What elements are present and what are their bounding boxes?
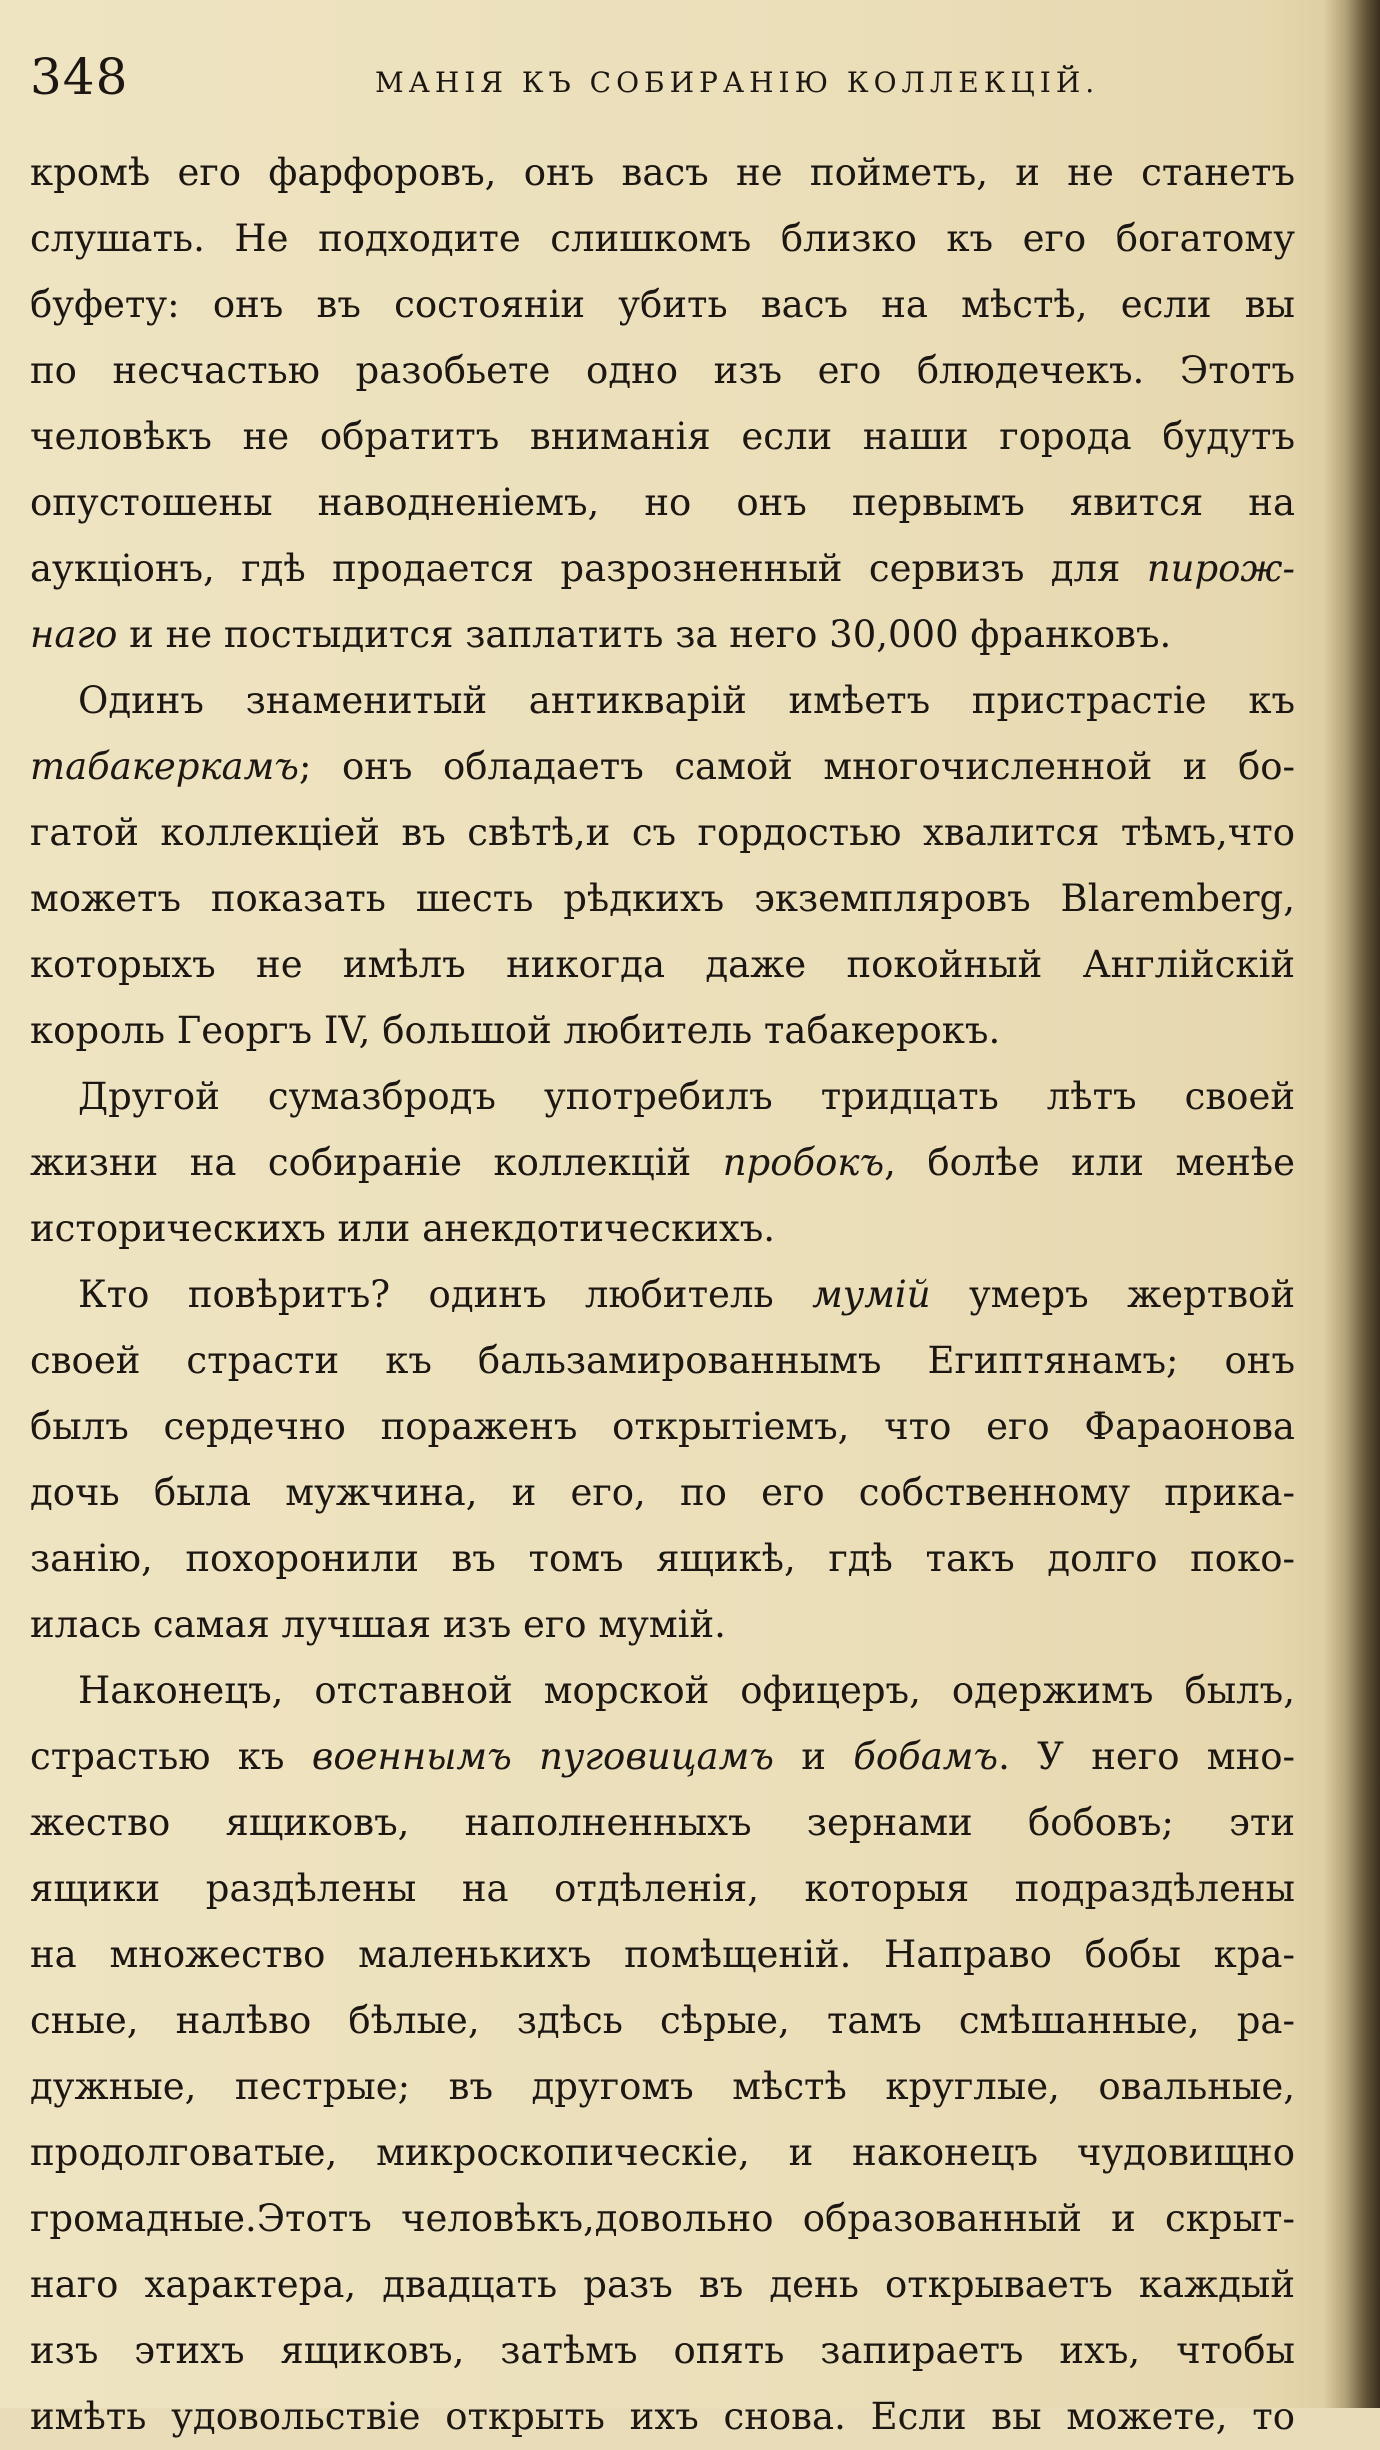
text-segment: аукціонъ, гдѣ продается разрозненный сервизъ для (30, 547, 1147, 590)
text-line (30, 1064, 1295, 1130)
text-segment: по несчастью разобьете одно изъ его блюдечекъ. Этотъ (30, 349, 1295, 392)
text-line (30, 1460, 1295, 1526)
text-segment: человѣкъ не обратитъ вниманія если наши города будутъ (30, 415, 1295, 458)
text-line (30, 1394, 1295, 1460)
text-segment: изъ этихъ ящиковъ, затѣмъ опять запираетъ ихъ, чтобы (30, 2329, 1295, 2372)
text-segment: Кто повѣритъ? одинъ любитель (78, 1273, 813, 1316)
italic-text: табакеркамъ (30, 745, 299, 788)
text-line (30, 2054, 1295, 2120)
text-segment: сные, налѣво бѣлые, здѣсь сѣрые, тамъ смѣшанные, ра- (30, 1999, 1295, 2042)
text-segment: наго характера, двадцать разъ въ день открываетъ каждый (30, 2263, 1295, 2306)
text-line (30, 338, 1295, 404)
text-segment: король Георгъ IV, большой любитель табакерокъ. (30, 1009, 1001, 1052)
text-segment: которыхъ не имѣлъ никогда даже покойный Англійскій (30, 943, 1295, 986)
text-line (30, 866, 1295, 932)
text-line (30, 734, 1295, 800)
text-line (30, 2186, 1295, 2252)
italic-text: бобамъ (853, 1735, 999, 1778)
text-segment: слушать. Не подходите слишкомъ близко къ его богатому (30, 217, 1295, 260)
text-line (30, 1856, 1295, 1922)
text-segment: на множество маленькихъ помѣщеній. Направо бобы кра- (30, 1933, 1295, 1976)
text-line (30, 140, 1295, 206)
italic-text: мумій (812, 1273, 931, 1316)
text-line (30, 2318, 1295, 2384)
italic-text: военнымъ пуговицамъ (311, 1735, 774, 1778)
text-segment: историческихъ или анекдотическихъ. (30, 1207, 776, 1250)
text-segment: умеръ жертвой (930, 1273, 1295, 1316)
running-head: МАНІЯ КЪ СОБИРАНІЮ КОЛЛЕКЦІЙ. (375, 66, 1100, 99)
text-segment: буфету: онъ въ состояніи убить васъ на мѣстѣ, если вы (30, 283, 1295, 326)
text-segment: Одинъ знаменитый антикварій имѣетъ пристрастіе къ (78, 679, 1295, 722)
text-line (30, 1130, 1295, 1196)
text-line (30, 1988, 1295, 2054)
text-segment: . У него мно- (998, 1735, 1296, 1778)
text-line (30, 932, 1295, 998)
text-line (30, 1658, 1295, 1724)
text-segment: жизни на собираніе коллекцій (30, 1141, 723, 1184)
text-segment: кромѣ его фарфоровъ, онъ васъ не пойметъ, и не станетъ (30, 151, 1295, 194)
text-line (30, 602, 1295, 668)
text-line (30, 206, 1295, 272)
text-line (30, 470, 1295, 536)
text-segment: ящики раздѣлены на отдѣленія, которыя подраздѣлены (30, 1867, 1295, 1910)
italic-text: наго (30, 613, 118, 656)
text-segment: занію, похоронили въ томъ ящикѣ, гдѣ такъ долго поко- (30, 1537, 1295, 1580)
text-segment: ; онъ обладаетъ самой многочисленной и бо- (298, 745, 1295, 788)
text-segment: гатой коллекціей въ свѣтѣ,и съ гордостью хвалится тѣмъ,что (30, 811, 1295, 854)
text-segment: и не постыдится заплатить за него 30,000 франковъ. (117, 613, 1172, 656)
page-number: 348 (30, 48, 129, 106)
text-line (30, 536, 1295, 602)
text-line (30, 1790, 1295, 1856)
text-segment: илась самая лучшая изъ его мумій. (30, 1603, 726, 1646)
text-segment: страстью къ (30, 1735, 312, 1778)
text-line (30, 1328, 1295, 1394)
text-line (30, 1526, 1295, 1592)
text-line (30, 2120, 1295, 2186)
text-line (30, 2384, 1295, 2450)
text-line (30, 998, 1295, 1064)
text-segment: жество ящиковъ, наполненныхъ зернами бобовъ; эти (30, 1801, 1295, 1844)
page-header (30, 48, 1300, 118)
text-line (30, 1262, 1295, 1328)
text-line (30, 404, 1295, 470)
text-line (30, 272, 1295, 338)
text-segment: имѣть удовольствіе открыть ихъ снова. Если вы можете, то (30, 2395, 1295, 2438)
text-segment: Другой сумазбродъ употребилъ тридцать лѣтъ своей (78, 1075, 1295, 1118)
text-segment: продолговатые, микроскопическіе, и наконецъ чудовищно (30, 2131, 1295, 2174)
text-line (30, 800, 1295, 866)
text-segment: можетъ показать шесть рѣдкихъ экземпляровъ Blaremberg, (30, 877, 1295, 920)
text-segment: опустошены наводненіемъ, но онъ первымъ явится на (30, 481, 1295, 524)
italic-text: пробокъ (722, 1141, 885, 1184)
text-line (30, 1196, 1295, 1262)
body-text (30, 140, 1295, 2450)
text-line (30, 1592, 1295, 1658)
text-segment: былъ сердечно пораженъ открытіемъ, что его Фараонова (30, 1405, 1295, 1448)
text-line (30, 668, 1295, 734)
text-segment: , болѣе или менѣе (884, 1141, 1295, 1184)
text-line (30, 2252, 1295, 2318)
text-segment: дужные, пестрые; въ другомъ мѣстѣ круглые, овальные, (30, 2065, 1295, 2108)
text-segment: своей страсти къ бальзамированнымъ Египтянамъ; онъ (30, 1339, 1295, 1382)
text-segment: громадные.Этотъ человѣкъ,довольно образованный и скрыт- (30, 2197, 1295, 2240)
italic-text: пирож- (1146, 547, 1295, 590)
text-segment: дочь была мужчина, и его, по его собственному прика- (30, 1471, 1295, 1514)
binding-shadow (1324, 0, 1380, 2408)
text-line (30, 1922, 1295, 1988)
text-segment: Наконецъ, отставной морской офицеръ, одержимъ былъ, (78, 1669, 1295, 1712)
text-line (30, 1724, 1295, 1790)
text-segment: и (773, 1735, 854, 1778)
